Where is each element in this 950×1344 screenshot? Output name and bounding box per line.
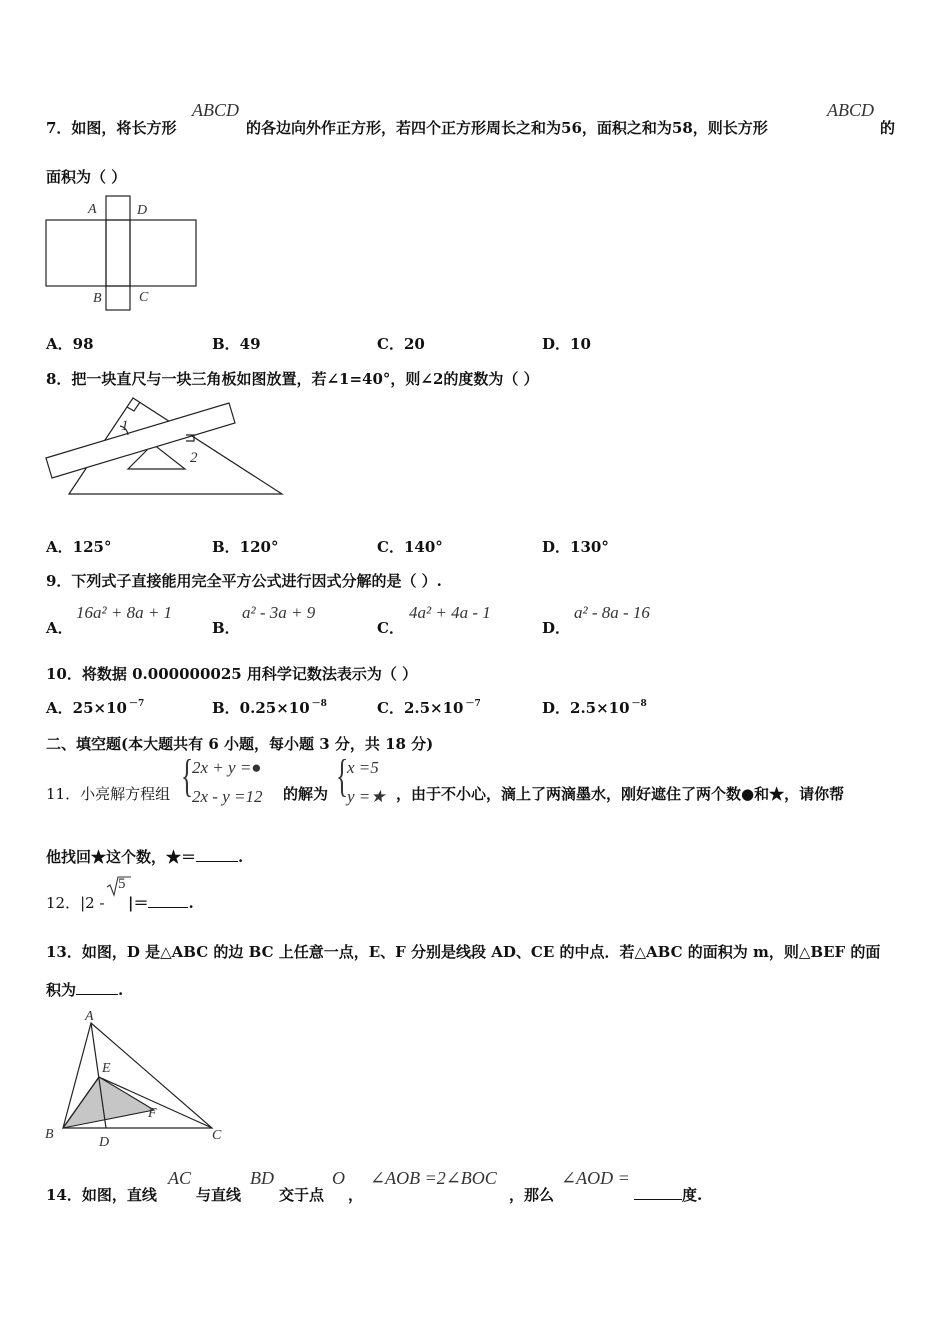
q8-label-2: 2 <box>190 450 198 466</box>
q11-system <box>192 753 262 811</box>
q13-figure <box>40 1005 230 1150</box>
q12-suffix: |＝ <box>128 894 149 912</box>
q9-option-a-label: A． <box>46 619 73 637</box>
q7-rect-top <box>106 196 130 220</box>
q14-end: 度. <box>682 1186 703 1204</box>
q7-label-d: D <box>137 203 148 218</box>
q9-option-a-expr: 16a² + 8a + 1 <box>76 603 173 622</box>
q11-line2 <box>46 846 243 867</box>
q13-line2-end: . <box>118 981 124 999</box>
q14-aod: ∠AOD = <box>561 1168 630 1188</box>
q7-abcd-2: ABCD <box>827 100 874 120</box>
q12-end: . <box>188 894 194 912</box>
q11-prefix: 11．小亮解方程组 <box>46 785 171 803</box>
q13-label-f: F <box>148 1106 157 1121</box>
q14-ac: AC <box>168 1168 192 1188</box>
q14-answer-blank[interactable] <box>634 1185 682 1200</box>
q9-text: 9．下列式子直接能用完全平方公式进行因式分解的是（ ）. <box>46 572 442 590</box>
q14-condition: ∠AOB =2∠BOC <box>370 1168 497 1188</box>
q9-option-c-label: C． <box>377 619 404 637</box>
q13-line1: 13．如图，D 是△ABC 的边 BC 上任意一点，E、F 分别是线段 AD、CE 的中点．若△ABC 的面积为 m，则△BEF 的面 <box>46 943 881 961</box>
q7-label-b: B <box>93 291 102 306</box>
q10-option-a <box>46 697 144 718</box>
q12-radicand: 5 <box>118 876 126 892</box>
q8-text: 8．把一块直尺与一块三角板如图放置，若∠1=40°，则∠2的度数为（ ） <box>46 370 539 388</box>
q7-option-a: A．98 <box>46 335 94 353</box>
q10-option-b-exp: －8 <box>311 699 327 709</box>
q7-option-b: B．49 <box>212 335 261 353</box>
q10-option-a-exp: －7 <box>128 699 145 709</box>
q10-option-c-base: C．2.5×10 <box>377 699 464 717</box>
q9-option-b-expr: a² - 3a + 9 <box>242 603 316 622</box>
q7-rect-left <box>46 220 106 286</box>
q12-tail <box>128 892 194 913</box>
q14-prefix: 14．如图，直线 <box>46 1186 157 1204</box>
q14-bd: BD <box>250 1168 274 1188</box>
q11-eq1: 2x + y =● <box>192 758 262 777</box>
q7-label-c: C <box>139 290 149 305</box>
q10-option-d <box>542 697 647 718</box>
q11-middle: 的解为 <box>283 785 329 803</box>
q7-option-c: C．20 <box>377 335 425 353</box>
q11-solution-brace: { <box>336 750 349 801</box>
q12-answer-blank[interactable] <box>148 893 188 908</box>
q13-line2 <box>46 979 123 1000</box>
q12-prefix: 12．|2 - <box>46 894 105 912</box>
q7-rect-bottom <box>106 286 130 310</box>
q14-t4: ，那么 <box>509 1186 555 1204</box>
q10-option-d-base: D．2.5×10 <box>542 699 630 717</box>
q14-o: O <box>332 1168 345 1188</box>
q14-answer <box>634 1184 702 1205</box>
q11-line2-end: . <box>238 848 244 866</box>
q8-option-c: C．140° <box>377 538 443 556</box>
q7-suffix: 的 <box>880 119 896 137</box>
q13-answer-blank[interactable] <box>76 980 118 995</box>
q10-option-b <box>212 697 327 718</box>
q9-option-d-label: D． <box>542 619 571 637</box>
q10-option-c <box>377 697 481 718</box>
q13-label-a: A <box>85 1009 94 1024</box>
q7-line2: 面积为（ ） <box>46 168 127 186</box>
q10-text: 10．将数据 0.000000025 用科学记数法表示为（ ） <box>46 665 418 683</box>
q9-option-b-label: B． <box>212 619 240 637</box>
q11-solution <box>347 753 386 811</box>
q9-option-c-expr: 4a² + 4a - 1 <box>409 603 491 622</box>
q13-shaded-bef <box>63 1077 154 1128</box>
q7-option-d: D．10 <box>542 335 591 353</box>
q11-system-brace: { <box>181 750 194 801</box>
q7-prefix: 7．如图，将长方形 <box>46 119 177 137</box>
q11-eq2: 2x - y =12 <box>192 787 263 806</box>
q10-option-c-exp: －7 <box>465 699 481 709</box>
q14-t1: 与直线 <box>196 1186 242 1204</box>
q13-label-d: D <box>99 1135 110 1150</box>
q11-line2-text: 他找回★这个数，★＝ <box>46 848 197 866</box>
q13-label-c: C <box>212 1128 222 1143</box>
q11-suffix: ，由于不小心，滴上了两滴墨水，刚好遮住了两个数●和★，请你帮 <box>396 785 845 803</box>
q8-figure <box>40 392 290 504</box>
q7-rect-right <box>130 220 196 286</box>
q7-label-a: A <box>88 202 97 217</box>
q10-option-d-exp: －8 <box>631 699 647 709</box>
q8-option-a: A．125° <box>46 538 112 556</box>
q13-label-b: B <box>45 1127 54 1142</box>
q7-middle: 的各边向外作正方形，若四个正方形周长之和为56，面积之和为58，则长方形 <box>246 119 768 137</box>
q7-figure <box>40 192 205 320</box>
q11-sol2: y =★ <box>347 787 386 806</box>
q8-label-1: 1 <box>121 418 129 434</box>
q11-answer-blank[interactable] <box>196 847 238 862</box>
q10-option-a-base: A．25×10 <box>46 699 127 717</box>
q8-option-d: D．130° <box>542 538 609 556</box>
section2-title: 二、填空题(本大题共有 6 小题，每小题 3 分，共 18 分) <box>46 735 434 753</box>
q13-line2-text: 积为 <box>46 981 77 999</box>
q14-t2: 交于点 <box>279 1186 325 1204</box>
q8-ruler <box>46 403 235 478</box>
q14-t3: ， <box>348 1186 364 1204</box>
q10-option-b-base: B．0.25×10 <box>212 699 310 717</box>
q11-sol1: x =5 <box>347 758 379 777</box>
q7-rect-center <box>106 220 130 286</box>
q13-label-e: E <box>102 1061 111 1076</box>
q8-option-b: B．120° <box>212 538 279 556</box>
q7-abcd-1: ABCD <box>192 100 239 120</box>
q9-option-d-expr: a² - 8a - 16 <box>574 603 650 622</box>
